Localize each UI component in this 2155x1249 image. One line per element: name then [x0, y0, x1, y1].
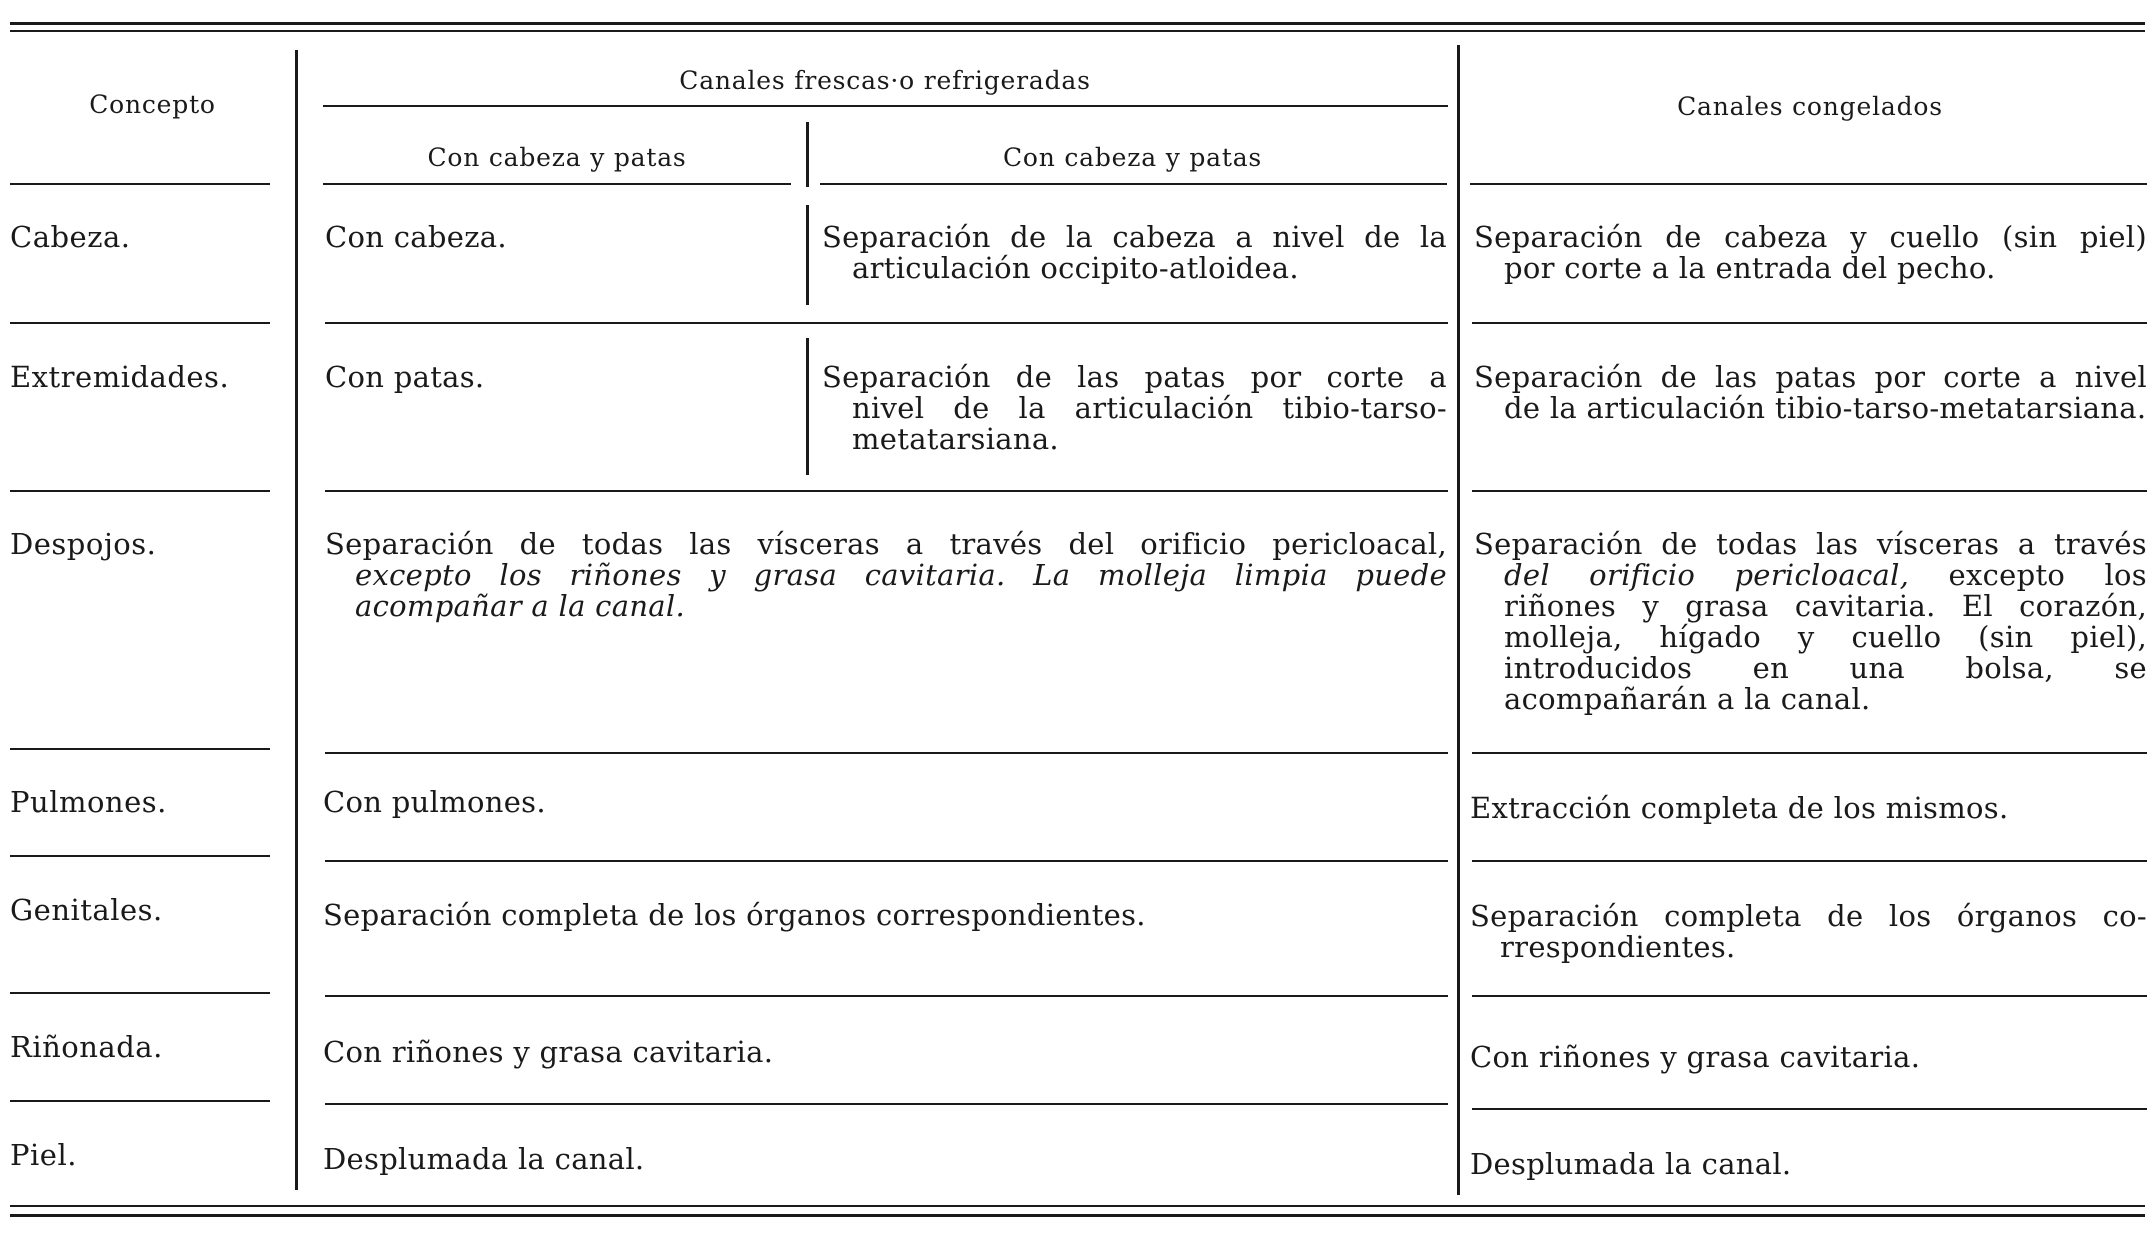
cell-piel-c: Desplumada la canal.: [1470, 1147, 1792, 1181]
row-label-genitales: Genitales.: [10, 893, 163, 927]
cell-genitales-ab: Separación completa de los órganos correspondientes.: [323, 898, 1146, 932]
rule-right: [1472, 490, 2147, 492]
row-label-rinonada: Riñonada.: [10, 1030, 163, 1064]
rule-left: [10, 992, 270, 994]
cell-pulmones-ab: Con pulmones.: [323, 785, 546, 819]
header-sub-a: Con cabeza y patas: [427, 143, 687, 172]
row-label-cabeza: Cabeza.: [10, 220, 131, 254]
cell-rinonada-ab: Con riñones y grasa cavitaria.: [323, 1035, 774, 1069]
rule-left: [10, 490, 270, 492]
header-canales-frescas: Canales frescas·o refrigeradas: [679, 66, 1091, 95]
cell-piel-ab: Desplumada la canal.: [323, 1142, 645, 1176]
cell-cabeza-a: Con cabeza.: [325, 220, 507, 254]
row-label-extremidades: Extremidades.: [10, 360, 230, 394]
header-concepto: Concepto: [89, 90, 216, 119]
cell-extremidades-b: Separación de las patas por corte a nivel de la articulación tibio-tarso-metatarsiana.: [822, 360, 1447, 456]
subcolumn-divider-extremidades: [806, 338, 809, 475]
bottom-rule-2: [10, 1214, 2145, 1217]
bottom-rule-1: [10, 1205, 2145, 1207]
cell-despojos-ab: Separación de todas las vísceras a través del orificio pericloacal, excepto los riñones y grasa cavitaria. La molleja limpia puede acompañar a la canal.: [325, 527, 1447, 623]
rule-right: [1472, 1108, 2147, 1110]
rule-mid: [325, 860, 1448, 862]
row-label-despojos: Despojos.: [10, 527, 157, 561]
rule-left: [10, 748, 270, 750]
rule-mid: [325, 1103, 1448, 1105]
cell-extremidades-a: Con patas.: [325, 360, 485, 394]
top-rule-1: [10, 22, 2145, 25]
rule-right: [1472, 752, 2147, 754]
row-label-piel: Piel.: [10, 1138, 77, 1172]
rule-mid: [325, 752, 1448, 754]
cell-extremidades-c: Separación de las patas por corte a nivel de la articulación tibio-tarso-metatarsiana.: [1474, 360, 2147, 425]
rule-right: [1472, 860, 2147, 862]
rule-left: [10, 855, 270, 857]
header-canales-congelados: Canales congelados: [1677, 92, 1943, 121]
column-divider-left: [295, 50, 298, 1190]
subcolumn-divider-cabeza: [806, 205, 809, 305]
subcolumn-divider-header: [806, 122, 809, 187]
rule-left: [10, 183, 270, 185]
cell-rinonada-c: Con riñones y grasa cavitaria.: [1470, 1040, 1921, 1074]
rule-right: [1472, 322, 2147, 324]
rule-left: [10, 1100, 270, 1102]
header-sub-b: Con cabeza y patas: [1002, 143, 1263, 172]
rule-mid: [323, 183, 791, 185]
cell-pulmones-c: Extracción completa de los mismos.: [1470, 791, 2009, 825]
header-frescas-underline: [323, 105, 1448, 107]
cell-cabeza-b: Separación de la cabeza a nivel de la articulación occipito-atloidea.: [822, 220, 1447, 285]
rule-left: [10, 322, 270, 324]
rule-mid: [325, 995, 1448, 997]
cell-despojos-c: Separación de todas las vísceras a través del orificio pericloacal, excepto los riñones y grasa cavitaria. El corazón, molleja, hígado y cuello (sin piel), introducidos en una bolsa, se acompañarán a la canal.: [1474, 527, 2147, 716]
rule-mid: [325, 322, 1448, 324]
cell-cabeza-c: Separación de cabeza y cuello (sin piel) por corte a la entrada del pecho.: [1474, 220, 2147, 285]
rule-right: [1472, 995, 2147, 997]
rule-right: [1470, 183, 2147, 185]
row-label-pulmones: Pulmones.: [10, 785, 167, 819]
rule-mid: [820, 183, 1447, 185]
rule-mid: [325, 490, 1448, 492]
column-divider-right: [1457, 45, 1460, 1195]
cell-genitales-c: Separación completa de los órganos co- rrespondientes.: [1470, 899, 2147, 964]
top-rule-2: [10, 30, 2145, 32]
